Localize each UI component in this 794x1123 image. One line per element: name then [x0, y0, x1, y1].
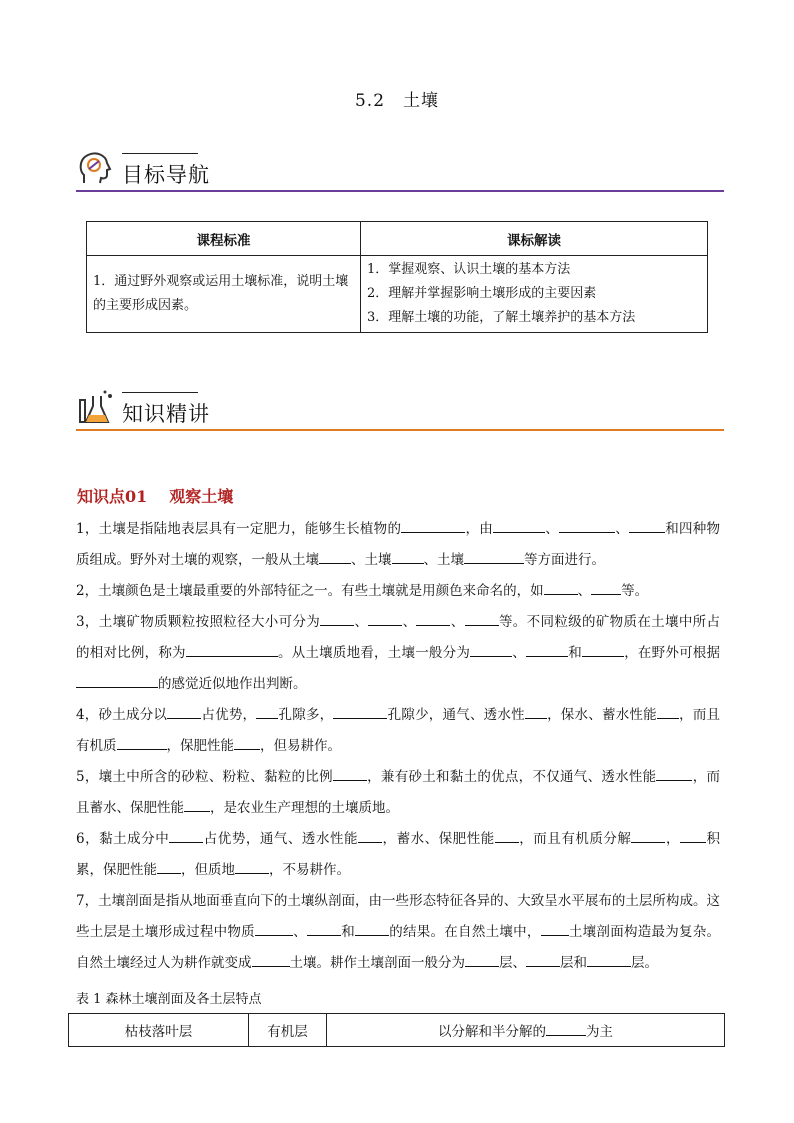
head-compass-icon [76, 149, 116, 189]
blank-line [526, 642, 568, 657]
table-header: 课标解读 [361, 222, 708, 256]
text: ，而且有机质分解 [518, 831, 632, 847]
text: 占优势，通气、透水性能 [203, 831, 359, 847]
blank-line [76, 673, 158, 688]
text: ，保水、蓄水性能 [546, 707, 657, 723]
text: 、 [402, 614, 417, 630]
blank-line [582, 642, 624, 657]
kp-number: 知识点01 [77, 487, 148, 506]
text: 6，黏土成分中 [76, 831, 170, 847]
blank-line [169, 828, 203, 843]
blank-line [358, 828, 382, 843]
blank-line [657, 704, 679, 719]
blank-line [631, 828, 665, 843]
text: 层。 [631, 955, 658, 971]
paragraph-6 [76, 824, 720, 886]
blank-line [320, 611, 354, 626]
text: 层和 [560, 955, 587, 971]
text: 占优势， [201, 707, 257, 723]
blank-line [167, 704, 201, 719]
blank-line [333, 704, 387, 719]
blank-line [544, 580, 578, 595]
text: 和 [568, 645, 582, 661]
content-paragraphs [76, 514, 720, 979]
blank-line [464, 549, 524, 564]
table-cell: 枯枝落叶层 [69, 1014, 249, 1047]
text: 孔隙少，通气、透水性 [387, 707, 525, 723]
blank-line [525, 704, 547, 719]
text: 、 [292, 924, 307, 940]
blank-line [355, 921, 389, 936]
text: 、 [577, 583, 592, 599]
paragraph-1 [76, 514, 720, 576]
table-row [69, 1014, 725, 1047]
text: 和 [665, 521, 680, 537]
text: ，保肥性能 [166, 738, 234, 754]
text: ，但易耕作。 [260, 738, 341, 754]
paragraph-2 [76, 576, 720, 607]
list-item: 3．理解土壤的功能，了解土壤养护的基本方法 [367, 310, 636, 325]
blank-line [465, 611, 499, 626]
blank-line [541, 921, 569, 936]
blank-line [256, 704, 278, 719]
list-item: 2．理解并掌握影响土壤形成的主要因素 [367, 286, 597, 301]
section-rule [76, 429, 724, 431]
blank-line [559, 518, 615, 533]
blank-line [680, 828, 706, 843]
text: ，蓄水、保肥性能 [382, 831, 495, 847]
blank-line [117, 735, 167, 750]
text: 土壤。耕作土壤剖面一般分为 [289, 955, 465, 971]
blank-line [307, 921, 341, 936]
text: 、 [450, 614, 465, 630]
blank-line [416, 611, 450, 626]
text: 、 [544, 521, 559, 537]
section-rule [76, 190, 724, 192]
blank-line [234, 735, 260, 750]
blank-line [465, 952, 499, 967]
blank-line [587, 952, 631, 967]
text: 、 [614, 521, 629, 537]
text: 5，壤土中所含的砂粒、粉粒、黏粒的比例 [76, 769, 333, 785]
text: 土壤剖面构造最为复杂。自然土壤经过人为耕作就变成 [76, 924, 721, 971]
blank-line [392, 549, 424, 564]
blank-line [184, 797, 210, 812]
page-title: 5.2 土壤 [354, 91, 440, 111]
text: ，是农业生产理想的土壤质地。 [210, 800, 399, 816]
text: 四种物质组成。野外对土壤的观察，一般从土壤 [76, 521, 721, 568]
blank-line [252, 952, 290, 967]
text: 的结果。在自然土壤中， [388, 924, 541, 940]
text: 层、 [499, 955, 526, 971]
blank-line [546, 1021, 586, 1036]
text: 孔隙多， [278, 707, 334, 723]
text: 和 [340, 924, 355, 940]
text: 2，土壤颜色是土壤最重要的外部特征之一。有些土壤就是用颜色来命名的，如 [76, 583, 544, 599]
text: 3，土壤矿物质颗粒按照粒径大小可分为 [76, 614, 321, 630]
text: 4，砂土成分以 [76, 707, 168, 723]
text: 的感觉近似地作出判断。 [158, 676, 307, 692]
lab-flask-icon [76, 388, 116, 428]
blank-line [368, 611, 402, 626]
text: ，兼有砂土和黏土的优点，不仅通气、透水性能 [366, 769, 657, 785]
blank-line [235, 859, 269, 874]
blank-line [401, 518, 465, 533]
kp-name: 观察土壤 [169, 487, 234, 506]
section-header-goals [76, 153, 724, 195]
table-cell: 有机层 [249, 1014, 327, 1047]
section-header-knowledge [76, 392, 724, 434]
section-title: 知识精讲 [122, 402, 210, 426]
standard-cell: 1．通过野外观察或运用土壤标准，说明土壤的主要形成因素。 [87, 256, 361, 333]
text: 1，土壤是指陆地表层具有一定肥力，能够生长植物的 [76, 521, 402, 537]
blank-line [186, 642, 278, 657]
blank-line [319, 549, 351, 564]
text: 7，土壤剖面是指从地面垂直向下的土壤纵剖面，由一些形态特征各异的、大致呈水平展布的土层所构成。这些土层是土壤形成过程中物质 [76, 893, 720, 940]
blank-line [157, 859, 181, 874]
paragraph-7 [76, 886, 720, 979]
header-top-line [122, 392, 198, 393]
blank-line [656, 766, 692, 781]
table-caption: 表 1 森林土壤剖面及各土层特点 [76, 992, 262, 1007]
text: 、 [512, 645, 527, 661]
forest-soil-table [68, 1013, 725, 1047]
section-title: 目标导航 [122, 163, 210, 187]
blank-line [493, 518, 545, 533]
blank-line [591, 580, 621, 595]
list-item: 1．掌握观察、认识土壤的基本方法 [367, 262, 571, 277]
blank-line [470, 642, 512, 657]
text: ，但质地 [181, 862, 235, 878]
blank-line [629, 518, 665, 533]
text: ，由 [465, 521, 493, 537]
text: ，而且有机质 [76, 707, 721, 754]
text: 等。不同粒级的矿物质在土壤中所占的相对比例，称为 [76, 614, 721, 661]
blank-line [495, 828, 519, 843]
text: ，在野外可根据 [623, 645, 721, 661]
table-header: 课程标准 [87, 222, 361, 256]
header-top-line [122, 153, 198, 154]
text: 为主 [586, 1024, 613, 1040]
blank-line [333, 766, 367, 781]
text: 。从土壤质地看，土壤一般分为 [277, 645, 471, 661]
knowledge-point-heading [77, 484, 233, 507]
text: 积累，保肥性能 [76, 831, 721, 878]
text: 、土壤 [351, 552, 392, 568]
paragraph-3 [76, 607, 720, 700]
text: 以分解和半分解的 [438, 1024, 546, 1040]
text: ， [665, 831, 681, 847]
paragraph-4 [76, 700, 720, 762]
text: 、 [354, 614, 369, 630]
interpretation-cell [361, 256, 708, 333]
curriculum-table [86, 221, 708, 333]
paragraph-5 [76, 762, 720, 824]
blank-line [255, 921, 293, 936]
text: 等方面进行。 [524, 552, 605, 568]
text: 等。 [621, 583, 649, 599]
table-cell [327, 1014, 725, 1047]
blank-line [526, 952, 560, 967]
text: ，而且蓄水、保肥性能 [76, 769, 721, 816]
text: 、土壤 [423, 552, 464, 568]
text: ，不易耕作。 [269, 862, 350, 878]
